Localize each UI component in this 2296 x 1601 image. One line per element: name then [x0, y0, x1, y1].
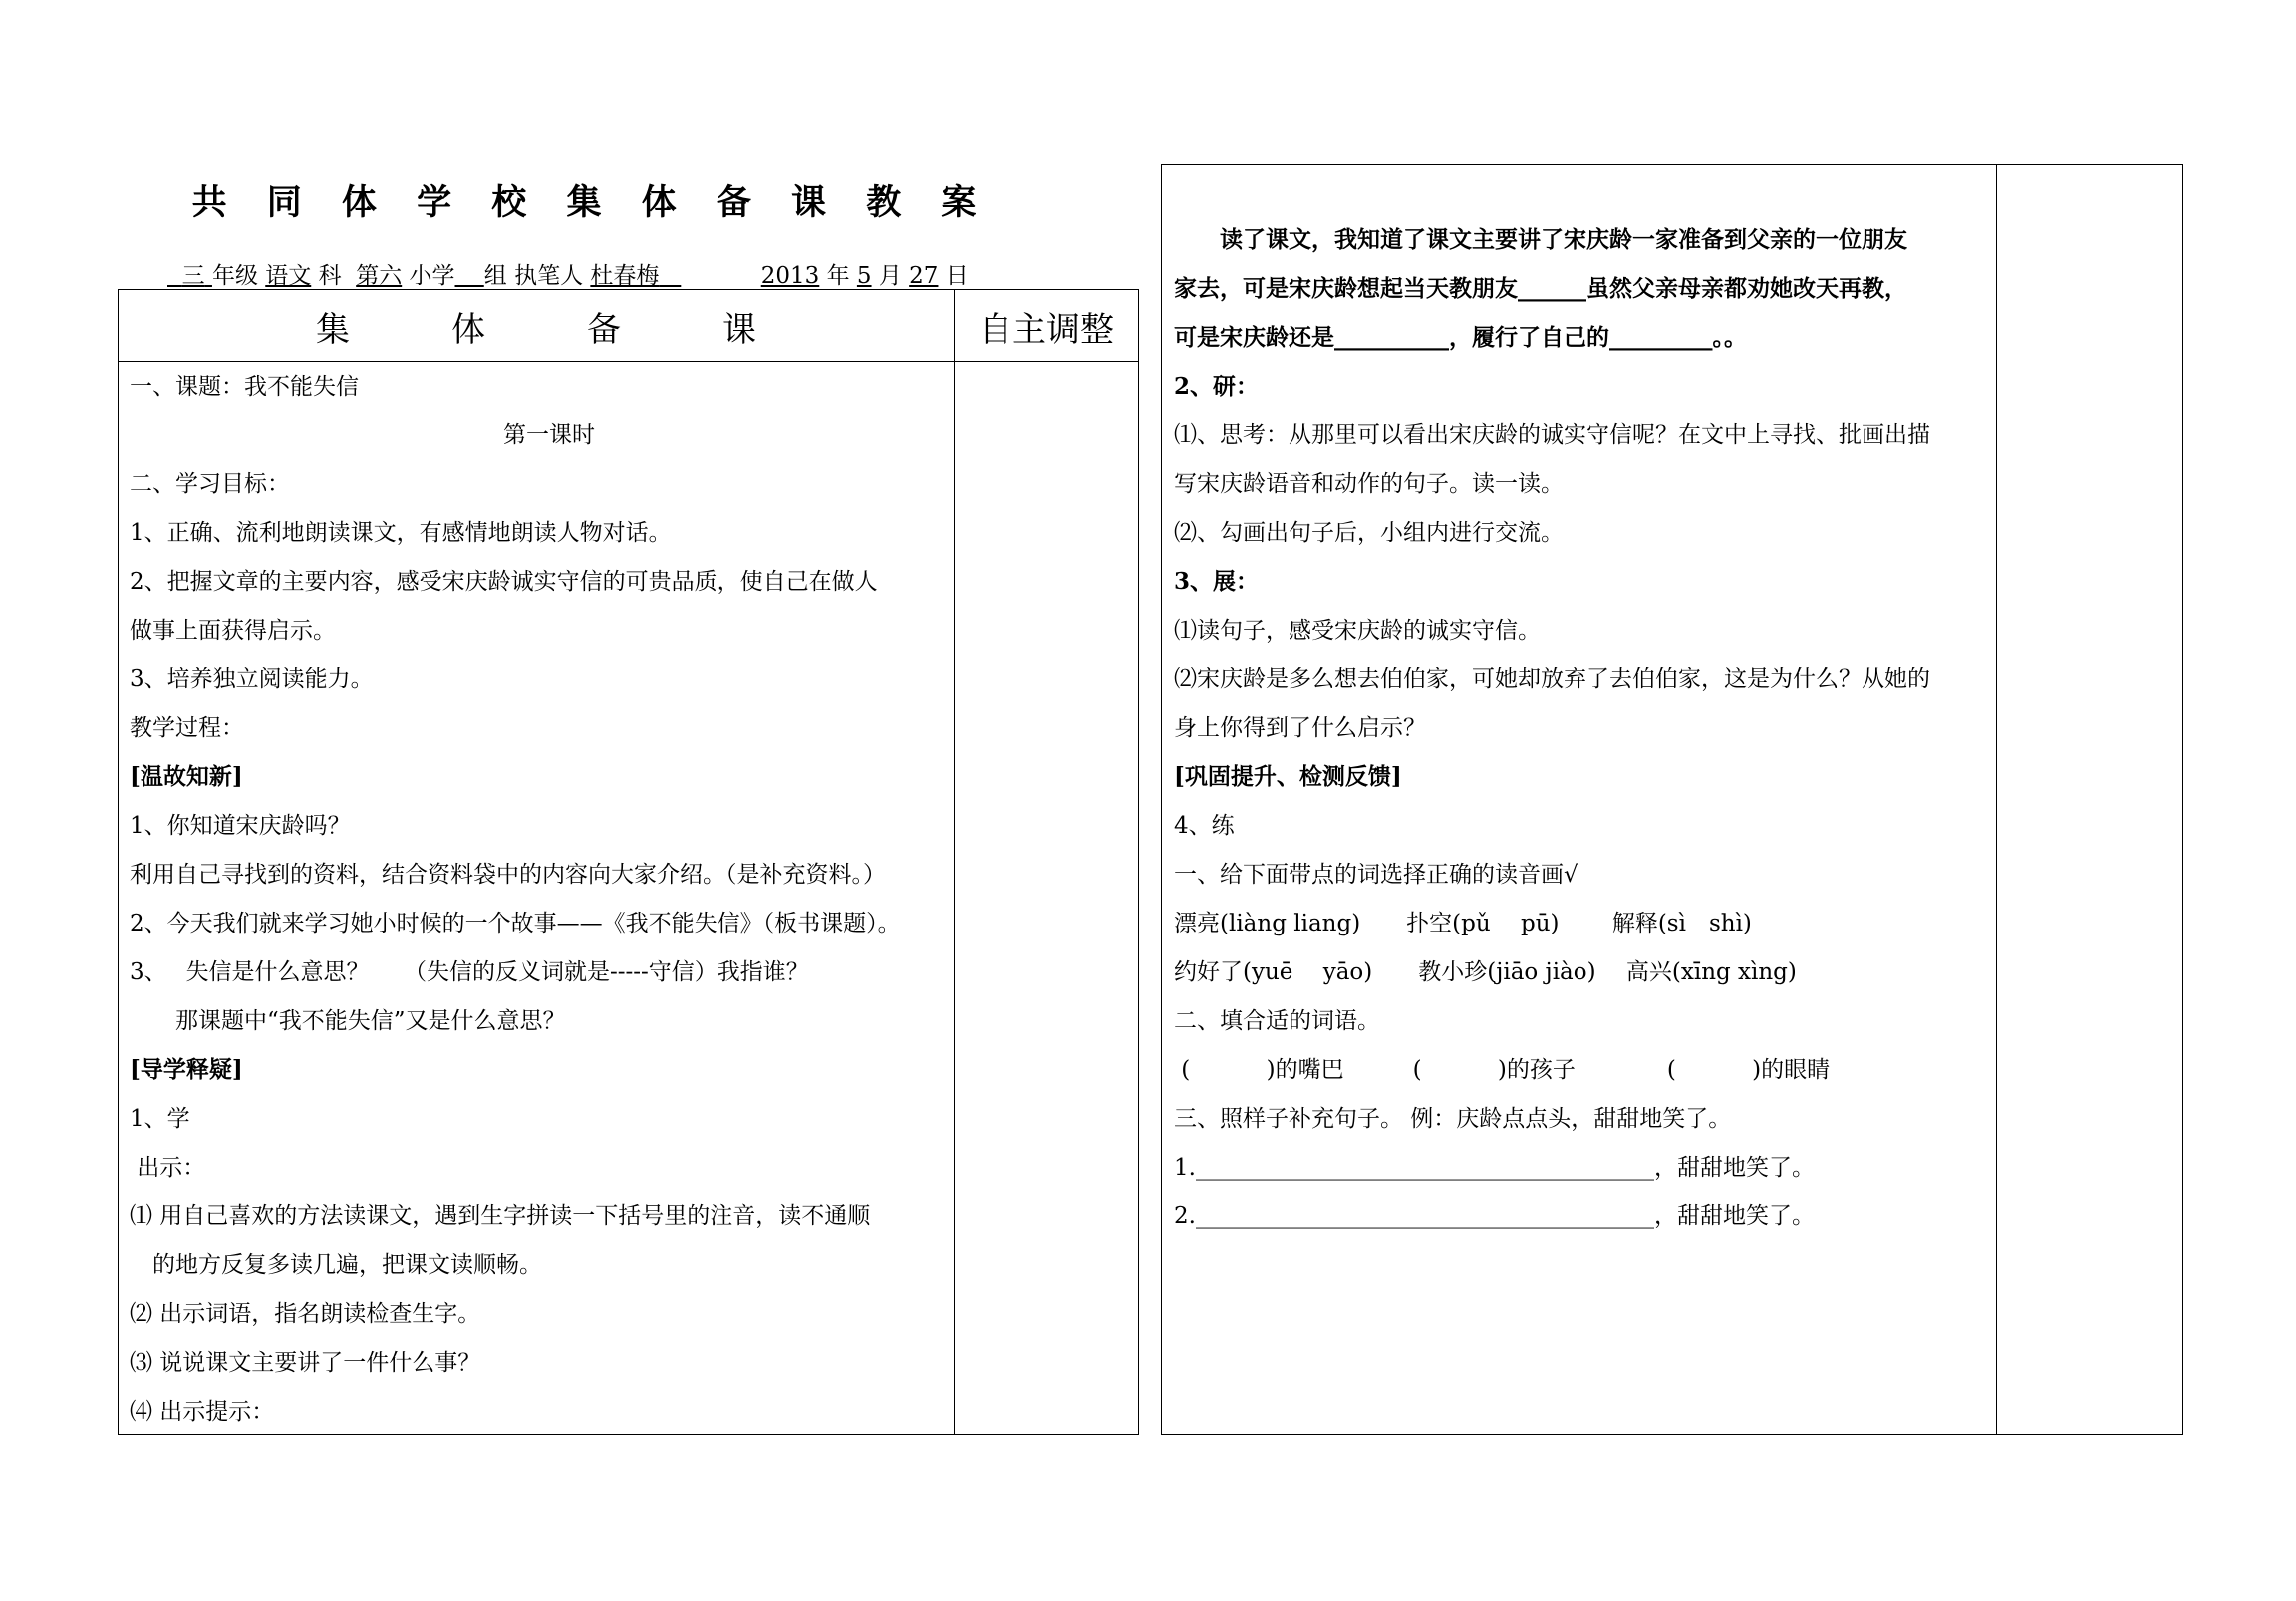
right-line: ( )的嘴巴 ( )的孩子 ( )的眼睛	[1174, 1057, 1831, 1083]
left-line: 一、课题：我不能失信	[130, 374, 359, 400]
left-line: ⑴ 用自己喜欢的方法读课文，遇到生字拼读一下括号里的注音，读不通顺	[130, 1203, 871, 1229]
right-line: 三、照样子补充句子。 例：庆龄点点头，甜甜地笑了。	[1174, 1106, 1732, 1132]
section-heading: [导学释疑]	[130, 1056, 243, 1083]
day-label: 日	[945, 263, 969, 289]
right-line: 漂亮(liàng liang) 扑空(pǔ pū) 解释(sì shì)	[1174, 911, 1752, 936]
section-heading: 2、研：	[1174, 373, 1260, 400]
lesson-header	[167, 257, 969, 290]
left-line: ⑵ 出示词语，指名朗读检查生字。	[130, 1301, 481, 1327]
right-line: 约好了(yuē yāo) 教小珍(jiāo jiào) 高兴(xīng xìng)	[1174, 959, 1797, 985]
group-label: 组	[483, 263, 507, 289]
right-line: ⑴读句子，感受宋庆龄的诚实守信。	[1174, 618, 1541, 644]
right-table	[1161, 164, 2183, 1435]
right-line: 4、练	[1174, 813, 1235, 839]
school-value: 第六	[356, 263, 403, 289]
left-line: 教学过程：	[130, 715, 244, 741]
subject-value: 语文	[265, 263, 312, 289]
writer-value: 杜春梅	[590, 263, 660, 289]
left-line: 3、 失信是什么意思？ （失信的反义词就是-----守信）我指谁？	[130, 959, 809, 985]
right-line: 1.________________________________________，甜甜地笑了。	[1174, 1155, 1815, 1181]
right-line: 读了课文，我知道了课文主要讲了宋庆龄一家准备到父亲的一位朋友	[1174, 226, 1907, 253]
month-value: 5	[856, 263, 872, 289]
subject-label: 科	[318, 263, 342, 289]
left-line: 3、培养独立阅读能力。	[130, 667, 374, 692]
left-line: 1、学	[130, 1106, 190, 1132]
school-label: 小学	[409, 263, 455, 289]
section-heading: [温故知新]	[130, 763, 243, 790]
left-line: 第一课时	[503, 422, 595, 448]
writer-label: 执笔人	[514, 263, 584, 289]
left-line: 2、把握文章的主要内容，感受宋庆龄诚实守信的可贵品质，使自己在做人	[130, 569, 878, 595]
column-header-collective: 集 体 备 课	[316, 310, 756, 350]
section-heading: 3、展：	[1174, 568, 1260, 595]
left-line: 2、今天我们就来学习她小时候的一个故事——《我不能失信》（板书课题）。	[130, 911, 901, 936]
right-line: 身上你得到了什么启示？	[1174, 715, 1426, 741]
left-line: 的地方反复多读几遍，把课文读顺畅。	[130, 1252, 542, 1278]
left-line: 做事上面获得启示。	[130, 618, 336, 644]
left-line: 1、你知道宋庆龄吗？	[130, 813, 351, 839]
right-line: 2.________________________________________，甜甜地笑了。	[1174, 1203, 1815, 1229]
left-line: 二、学习目标：	[130, 471, 290, 497]
page-title: 共 同 体 学 校 集 体 备 课 教 案	[191, 183, 991, 223]
right-line: 家去，可是宋庆龄想起当天教朋友______虽然父亲母亲都劝她改天再教，	[1174, 275, 1907, 302]
right-line: 二、填合适的词语。	[1174, 1008, 1380, 1034]
right-line: ⑵宋庆龄是多么想去伯伯家，可她却放弃了去伯伯家，这是为什么？从她的	[1174, 667, 1930, 692]
section-heading: [巩固提升、检测反馈]	[1174, 763, 1402, 790]
left-line: ⑶ 说说课文主要讲了一件什么事？	[130, 1350, 481, 1376]
right-line: 写宋庆龄语音和动作的句子。读一读。	[1174, 471, 1564, 497]
right-line: 可是宋庆龄还是__________，履行了自己的_________。。	[1174, 324, 1747, 351]
left-line: 利用自己寻找到的资料，结合资料袋中的内容向大家介绍。（是补充资料。）	[130, 862, 886, 888]
year-value: 2013	[760, 263, 820, 289]
left-line: 出示：	[130, 1155, 206, 1181]
right-line: ⑵、勾画出句子后，小组内进行交流。	[1174, 520, 1564, 546]
month-label: 月	[878, 263, 902, 289]
left-line: 那课题中“我不能失信”又是什么意思？	[130, 1008, 566, 1034]
day-value: 27	[909, 263, 939, 289]
left-line: ⑷ 出示提示：	[130, 1399, 275, 1425]
grade-label: 年级	[211, 263, 258, 289]
grade-value: 三	[181, 263, 205, 289]
column-header-adjust: 自主调整	[979, 310, 1114, 350]
right-line: ⑴、思考：从那里可以看出宋庆龄的诚实守信呢？在文中上寻找、批画出描	[1174, 422, 1930, 448]
left-line: 1、正确、流利地朗读课文，有感情地朗读人物对话。	[130, 520, 672, 546]
right-line: 一、给下面带点的词选择正确的读音画√	[1174, 862, 1578, 888]
year-label: 年	[826, 263, 850, 289]
